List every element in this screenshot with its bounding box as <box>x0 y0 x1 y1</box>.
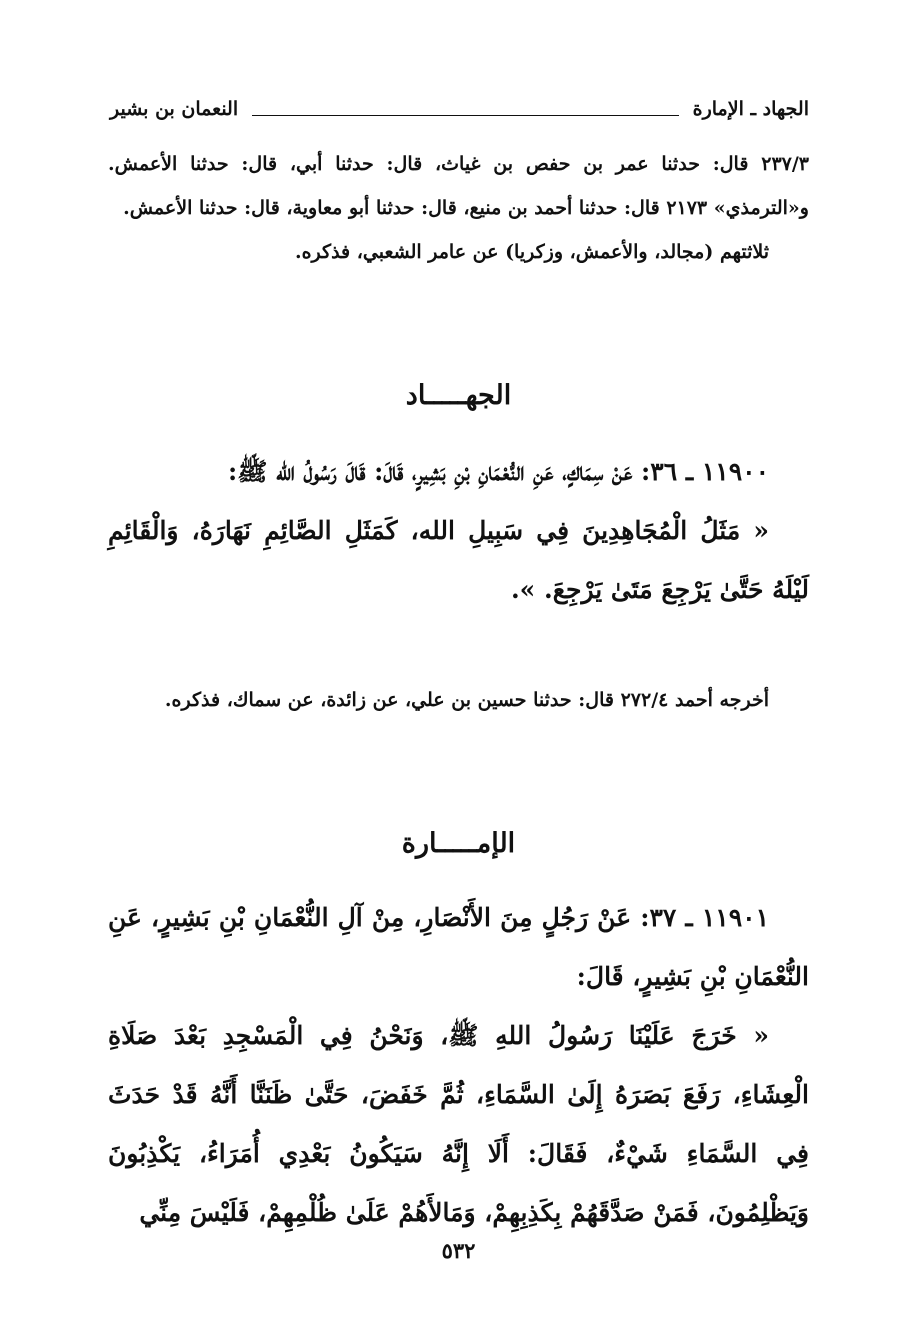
section-heading-jihad: الجهـــــاد <box>405 380 512 411</box>
takhrij-text: أخرجه أحمد ٢٧٢/٤ قال: حدثنا حسين بن علي، عن زائدة، عن سماك، فذكره. <box>164 689 769 711</box>
header-companion-name: النعمان بن بشير <box>110 98 239 120</box>
running-header <box>110 92 809 126</box>
hadith-11900-text: « مَثَلُ الْمُجَاهِدِينَ فِي سَبِيلِ الله، كَمَثَلِ الصَّائِمِ نَهَارَهُ، وَالْقَائِمِ لَيْلَهُ حَتَّىٰ يَرْجِعَ مَتَىٰ يَرْجِعَ. ». <box>108 516 809 604</box>
header-chapter-title: الجهاد ـ الإمارة <box>692 98 809 120</box>
hadith-11900 <box>108 442 809 619</box>
hadith-11900-takhrij <box>108 678 809 722</box>
hadith-11901-intro: ١١٩٠١ ـ ٣٧: عَنْ رَجُلٍ مِنَ الأَنْصَارِ، مِنْ آلِ النُّعْمَانِ بْنِ بَشِيرٍ، عَنِ النُّعْمَانِ بْنِ بَشِيرٍ، قَالَ: <box>108 903 809 991</box>
intro-paragraph-2: ثلاثتهم (مجالد، والأعمش، وزكريا) عن عامر الشعبي، فذكره. <box>294 241 769 263</box>
header-rule <box>252 115 679 116</box>
intro-paragraph-1: ٢٣٧/٣ قال: حدثنا عمر بن حفص بن غياث، قال: حدثنا أبي، قال: حدثنا الأعمش. و«الترمذي» ٢١٧٣ قال: حدثنا أحمد بن منيع، قال: حدثنا أبو معاوية، قال: حدثنا الأعمش. <box>108 153 809 219</box>
hadith-11901-text: « خَرَجَ عَلَيْنَا رَسُولُ اللهِ ﷺ، وَنَحْنُ فِي الْمَسْجِدِ بَعْدَ صَلَاةِ الْعِشَاءِ، رَفَعَ بَصَرَهُ إِلَىٰ السَّمَاءِ، ثُمَّ خَفَضَ، حَتَّىٰ ظَنَنَّا أَنَّهُ قَدْ حَدَثَ فِي السَّمَاءِ شَيْءٌ، فَقَالَ: أَلَا إِنَّهُ سَيَكُونُ بَعْدِي أُمَرَاءُ، يَكْذِبُونَ وَيَظْلِمُونَ، فَمَنْ صَدَّقَهُمْ بِكَذِبِهِمْ، وَمَالأَهُمْ عَلَىٰ ظُلْمِهِمْ، فَلَيْسَ مِنِّي <box>108 1021 809 1227</box>
hadith-11900-intro: ١١٩٠٠ ـ ٣٦: عَنْ سِمَاكٍ، عَنِ النُّعْمَانِ بْنِ بَشِيرٍ، قَالَ: قَالَ رَسُولُ الله ﷺ: <box>228 457 769 486</box>
section-heading-imara: الإمـــــارة <box>401 828 516 859</box>
page-number: ٥٣٢ <box>441 1238 476 1263</box>
hadith-11901 <box>108 888 809 1242</box>
intro-sources <box>108 142 809 274</box>
